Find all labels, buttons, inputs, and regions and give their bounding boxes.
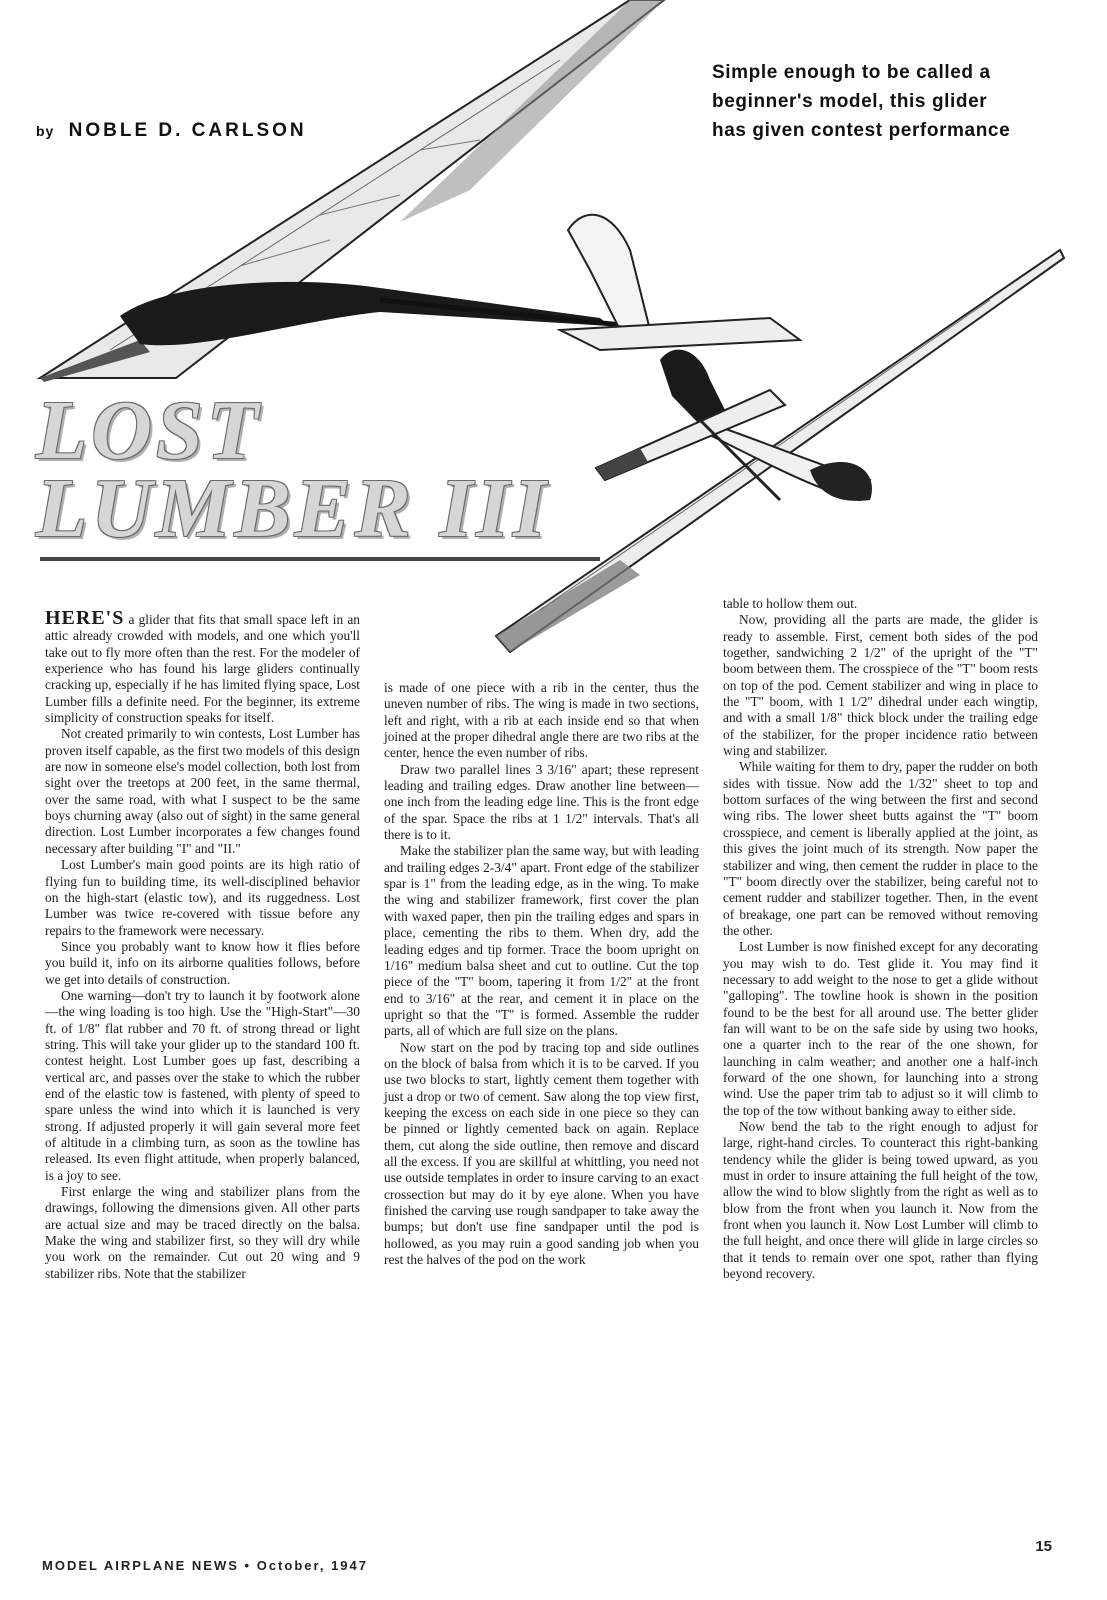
byline-prefix: by xyxy=(36,123,55,139)
paragraph: One warning—don't try to launch it by footwork alone—the wing loading is too high. Use the "High-Start"—30 ft. of 1/8" flat rubber and 70 ft. of strong thread or light string. This will take your glider up to the standard 100 ft. contest height. Lost Lumber goes up fast, describing a vertical arc, and passes over the stake to which the rubber end of the elastic tow is fastened, with plenty of speed to spare unless the wind into which it is launched is very strong. If adjusted properly it will gain several more feet of altitude in a climbing turn, as soon as the towline has released. Its even flight attitude, when properly balanced, is a joy to see. xyxy=(45,987,360,1183)
paragraph: Make the stabilizer plan the same way, but with leading and trailing edges 2-3/4" apart. Front edge of the stabilizer spar is 1" from the leading edge, as in the wing. To make the wing and stabilizer framework, first cover the plan with waxed paper, then pin the trailing edges and spars in place, cementing the ribs to them. When dry, add the leading edges and tip former. Trace the boom upright on 1/16" medium balsa sheet and cut to outline. Cut the top piece of the "T" boom, tapering it from 1/2" at the front end to 3/16" at the rear, and cement it in place on the upright so that the "T" is formed. Assemble the rudder parts, all of which are full size on the plans. xyxy=(384,843,699,1039)
byline-author: NOBLE D. CARLSON xyxy=(68,120,307,141)
paragraph: First enlarge the wing and stabilizer plans from the drawings, following the dimensions given. All other parts are actual size and may be traced directly on the balsa. Make the wing and stabilizer first, so they will dry while you work on the remainder. Cut out 20 wing and 9 stabilizer ribs. Note that the stabilizer xyxy=(45,1184,360,1281)
title-line-1: LOST xyxy=(36,384,262,477)
issue-date: October, 1947 xyxy=(256,1558,368,1573)
paragraph: Not created primarily to win contests, Lost Lumber has proven itself capable, as the first two models of this design are now in someone else's model collection, both lost from sight over the treetops at 200 feet, in the same thermal, over the same road, with what I suspect to be the same boys churning away (also out of sight) in the same general direction. Lost Lumber incorporates a few changes found necessary after building "I" and "II." xyxy=(45,726,360,856)
paragraph: Now, providing all the parts are made, the glider is ready to assemble. First, cement both sides of the pod together, sandwiching 2 1/2" of the upright of the "T" boom between them. The crosspiece of the "T" boom rests on top of the pod. Cement stabilizer and wing in place to the "T" boom, with 1 1/2" dihedral under each wingtip, and with a small 1/8" thick block under the trailing edge of the stabilizer, for the proper incidence ratio between wing and stabilizer. xyxy=(723,612,1038,759)
article-title xyxy=(36,384,596,555)
paragraph: HERE'S a glider that fits that small space left in an attic already crowded with models, and one which you'll take out to fly more often than the rest. For the modeler of experience who has found his large gliders continually cracking up, especially if he has limited flying space, Lost Lumber fills a definite need. For the beginner, its extreme simplicity of construction speaks for itself. xyxy=(45,607,360,726)
paragraph: Lost Lumber's main good points are its high ratio of flying fun to building time, its well-disciplined behavior on the high-start (elastic tow), and its ruggedness. Lost Lumber was twice re-covered with tissue before any repairs to the framework were necessary. xyxy=(45,857,360,938)
glider-illustration xyxy=(0,0,1107,660)
paragraph: Lost Lumber is now finished except for any decorating you may wish to do. Test glide it. You may find it necessary to add weight to the nose to get a glide without "galloping". The towline hook is shown in the position found to be the best for all around use. The better glider fan will want to be on the safe side by using two hooks, one a quarter inch to the rear of the one shown, for launching in calm weather; and another one a half-inch forward of the one shown, for launching into a strong wind. Use the paper trim tab to adjust so it will climb to the top of the tow without banking away to either side. xyxy=(723,939,1038,1118)
paragraph: Now bend the tab to the right enough to adjust for large, right-hand circles. To counteract this right-banking tendency while the glider is being towed upward, as you must in order to insure attaining the full height of the tow, allow the wind to blow slightly from the right as well as to blow from the front when you launch it. Now from the front when you launch it. Now Lost Lumber will climb to the full height, and once there will glide in large circles so that it tends to remain over one spot, rather than flying beyond recovery. xyxy=(723,1119,1038,1282)
magazine-name: MODEL AIRPLANE NEWS xyxy=(42,1558,239,1573)
paragraph: Draw two parallel lines 3 3/16" apart; these represent leading and trailing edges. Draw another line between—one inch from the leading edge line. This is the front edge of the spar. Space the ribs at 1 1/2" intervals. That's all there is to it. xyxy=(384,761,699,843)
paragraph: Since you probably want to know how it flies before you build it, info on its airborne qualities follows, before we get into details of construction. xyxy=(45,938,360,987)
paragraph: table to hollow them out. xyxy=(723,596,858,611)
article-column-3 xyxy=(723,596,1038,1282)
page-footer xyxy=(42,1538,1052,1573)
article-column-2 xyxy=(384,680,699,1268)
blurb-line-3: has given contest performance xyxy=(712,120,1011,141)
blurb-line-2: beginner's model, this glider xyxy=(712,91,988,112)
drop-cap: HERE'S xyxy=(45,607,125,629)
upper-rudder xyxy=(568,215,650,330)
upper-pod xyxy=(120,282,610,345)
paragraph: Now start on the pod by tracing top and side outlines on the block of balsa from which it is to be carved. If you use two blocks to start, lightly cement them together with just a drop or two of cement. Saw along the top view first, keeping the excess on each side in one piece so they can be pinned or lightly cemented back on again. Replace them, cut along the side outline, then remove and discard all the excess. If you are skillful at whittling, you need not use outside templates in order to insure carving to an exact crossection but may do it by eye alone. When you have finished the carving use rough sandpaper to take away the bumps; but don't use fine sandpaper until the pod is hollowed, as you may ruin a good sanding job when you rest the halves of the pod on the work xyxy=(384,1039,699,1268)
paragraph: is made of one piece with a rib in the center, thus the uneven number of ribs. The wing is made in two sections, left and right, with a rib at each inside end so that when joined at the proper dihedral angle there are two ribs at the center, hence the even number of ribs. xyxy=(384,680,699,761)
footer-separator: • xyxy=(244,1558,252,1573)
title-rule xyxy=(40,557,600,561)
paragraph: While waiting for them to dry, paper the rudder on both sides with tissue. Now add the 1/32" sheet to top and bottom surfaces of the wing between the first and second wing ribs. The lower sheet butts against the "T" boom crosspiece, and cement is liberally applied at the joint, as this gives the joint much of its strength. Now paper the stabilizer and wing, then cement the rudder in place to the "T" boom directly over the stabilizer, being careful not to cement rudder and stabilizer together. Then, in the event of breakage, one part can be removed without removing the other. xyxy=(723,759,1038,938)
blurb-line-1: Simple enough to be called a xyxy=(712,62,991,83)
article-column-1 xyxy=(45,607,360,1282)
title-line-2: LUMBER III xyxy=(36,462,550,555)
page-number: 15 xyxy=(1035,1538,1052,1555)
